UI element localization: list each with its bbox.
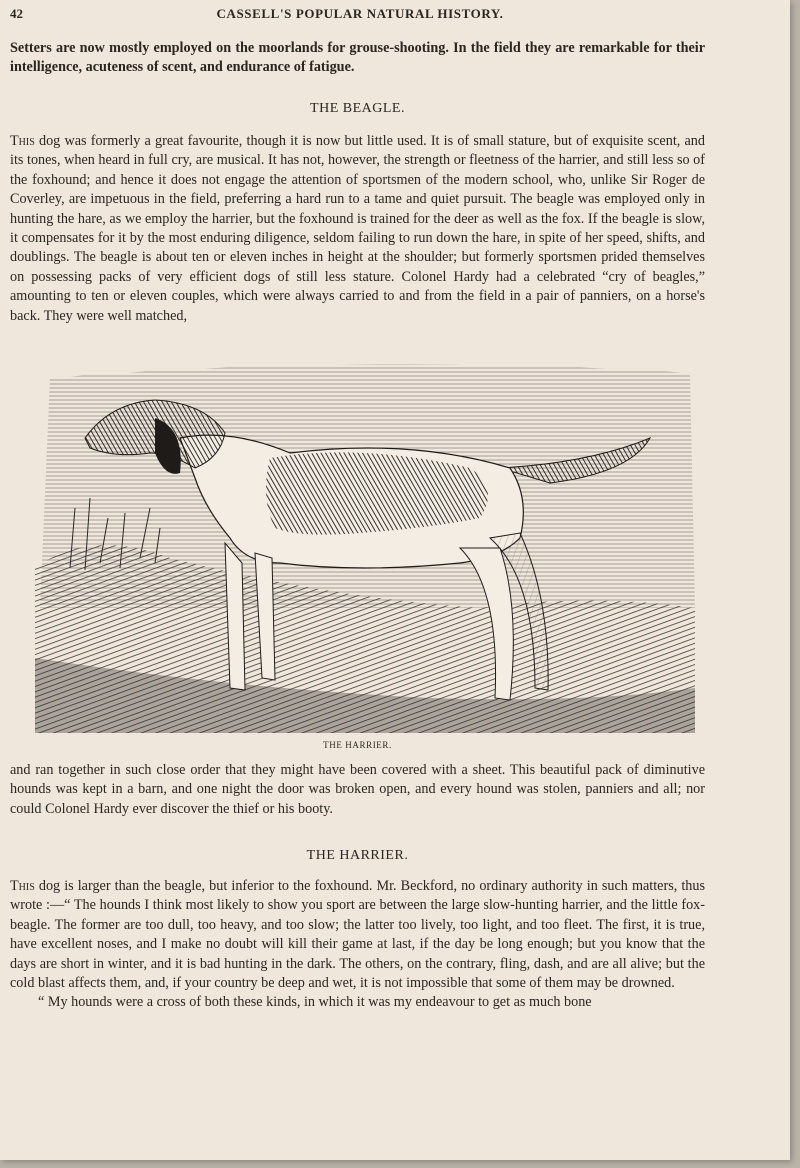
beagle-paragraph <box>10 132 705 326</box>
beagle-body: dog was formerly a great favourite, though it is now but little used. It is of small stature, but of exquisite scent, and its tones, when heard in full cry, are musical. It has not, however, the strength or fleetness of the harrier, and still less so of the foxhound; and hence it does not engage the attention of sportsmen of the modern school, who, unlike Sir Roger de Coverley, are impetuous in the field, preferring a hard run to a tame and quiet pursuit. The beagle was employed only in hunting the hare, as we employ the harrier, but the foxhound is trained for the deer as well as the fox. If the beagle is slow, it compensates for it by the most enduring diligence, seldom failing to run down the hare, in spite of her speed, shifts, and doublings. The beagle is about ten or eleven inches in height at the shoulder; but formerly sportsmen prided themselves on possessing packs of very efficient dogs of still less stature. Colonel Hardy had a celebrated “cry of beagles,” amounting to ten or eleven couples, which were always carried to and from the field in a pair of panniers, on a horse's back. They were well matched, <box>10 133 705 324</box>
intro-paragraph <box>10 39 705 78</box>
section-heading-beagle: THE BEAGLE. <box>310 101 405 116</box>
page-number: 42 <box>10 6 23 21</box>
illustration-caption: THE HARRIER. <box>323 740 392 750</box>
continued-paragraph <box>10 761 705 819</box>
quote-paragraph: “ My hounds were a cross of both these kinds, in which it was my endeavour to get as much bone <box>38 994 592 1011</box>
lead-word: This <box>10 878 35 894</box>
section-heading-harrier: THE HARRIER. <box>306 848 409 863</box>
harrier-engraving <box>30 358 700 738</box>
harrier-paragraph <box>10 877 705 1013</box>
continued-text: and ran together in such close order that they might have been covered with a sheet. This beautiful pack of diminutive hounds was kept in a barn, and one night the door was broken open, and every hound was stolen, panniers and all; nor could Colonel Hardy ever discover the thief or his booty. <box>10 762 705 817</box>
lead-word: This <box>10 133 35 149</box>
intro-text: Setters are now mostly employed on the moorlands for grouse-shooting. In the field they are remarkable for their intelligence, acuteness of scent, and endurance of fatigue. <box>10 40 705 76</box>
page-header <box>10 6 710 26</box>
harrier-body: dog is larger than the beagle, but inferior to the foxhound. Mr. Beckford, no ordinary authority in such matters, thus wrote :—“ The hounds I think most likely to show you sport are between the large slow-hunting harrier, and the little fox-beagle. The former are too dull, too heavy, and too slow; the latter too lively, too light, and too fleet. The first, it is true, have excellent noses, and I make no doubt will kill their game at last, if the day be long enough; but you know that the days are short in winter, and it is bad hunting in the dark. The others, on the contrary, fling, dash, and are all alive; but the cold blast affects them, and, if your country be deep and wet, it is not impossible that some of them may be drowned. <box>10 878 705 992</box>
running-title: CASSELL'S POPULAR NATURAL HISTORY. <box>216 6 504 21</box>
